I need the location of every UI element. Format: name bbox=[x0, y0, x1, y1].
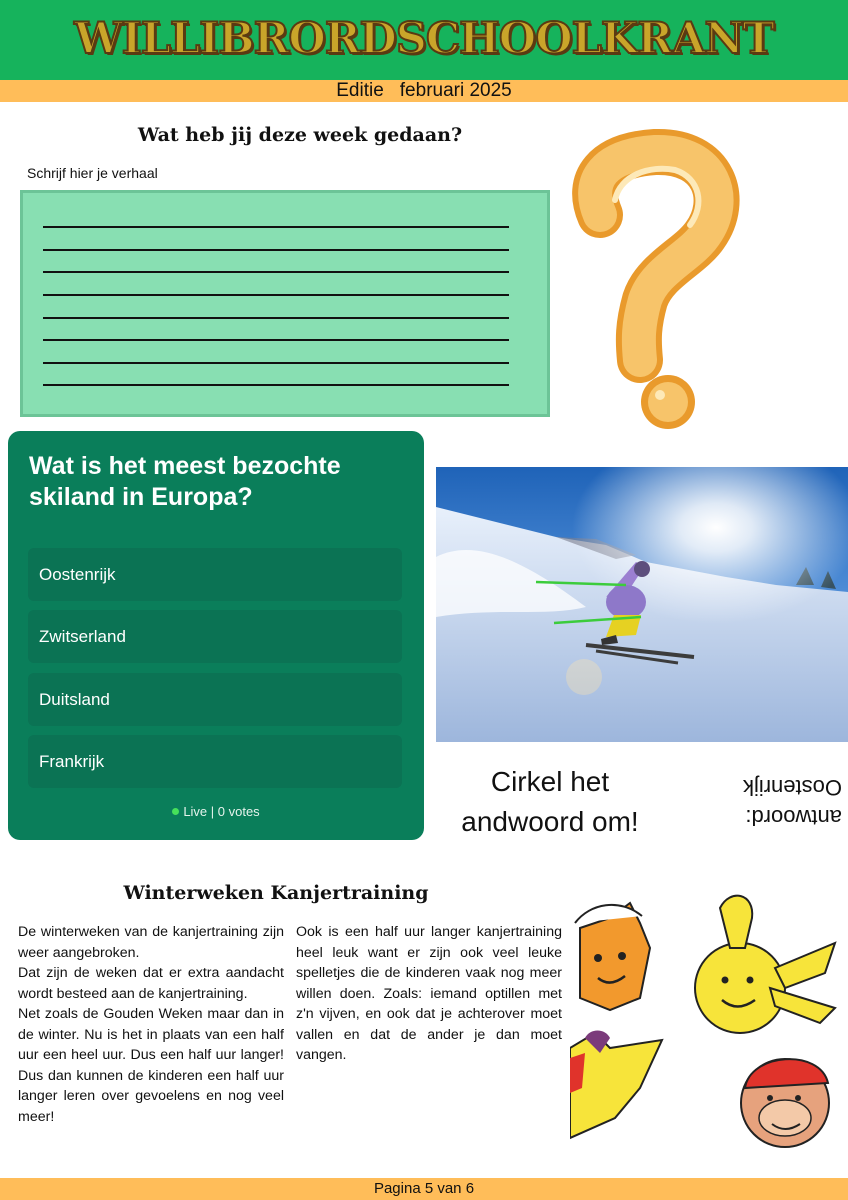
skier-photo bbox=[436, 467, 848, 742]
writing-line bbox=[43, 249, 509, 251]
writing-line bbox=[43, 362, 509, 364]
writing-line bbox=[43, 339, 509, 341]
poll-question: Wat is het meest bezochte skiland in Europa? bbox=[29, 452, 341, 511]
article-column-1 bbox=[18, 922, 284, 1127]
writing-box[interactable] bbox=[20, 190, 550, 417]
page-number: Pagina 5 van 6 bbox=[373, 1180, 475, 1197]
poll-card bbox=[8, 431, 424, 840]
footer-bar bbox=[0, 1178, 848, 1200]
poll-option-oostenrijk[interactable]: Oostenrijk bbox=[28, 548, 402, 601]
poll-option-duitsland[interactable]: Duitsland bbox=[28, 673, 402, 726]
writing-line bbox=[43, 317, 509, 319]
masthead bbox=[0, 0, 848, 80]
writing-line bbox=[43, 294, 509, 296]
writing-line bbox=[43, 226, 509, 228]
live-dot-icon bbox=[172, 808, 179, 815]
article-column-2 bbox=[296, 922, 562, 1066]
poll-option-zwitserland[interactable]: Zwitserland bbox=[28, 610, 402, 663]
article-paragraph: Net zoals de Gouden Weken maar dan in de winter. Nu is het in plaats van een half uur een heel uur. Dus een half uur langer! Dus dan kunnen de kinderen een half uur langer leren over gevoelens en nog veel meer! bbox=[18, 1006, 284, 1125]
writing-line bbox=[43, 271, 509, 273]
story-heading: Wat heb jij deze week gedaan? bbox=[137, 124, 463, 146]
newspaper-title: WILLIBRORDSCHOOLKRANT bbox=[74, 14, 774, 64]
article-paragraph: Ook is een half uur langer kanjertraining heel leuk want er zijn ook veel leuke spelletjes die de kinderen vaak nog meer willen doen. Zoals: iemand optillen met z'n vijven, en ook dat je achterover moet vallen en dat de ander je dan moet vangen. bbox=[296, 924, 562, 1063]
upside-down-answer: antwoord: Oostenrijk bbox=[742, 775, 842, 830]
question-mark-icon bbox=[560, 120, 760, 440]
poll-option-frankrijk[interactable]: Frankrijk bbox=[28, 735, 402, 788]
article-paragraph: Dat zijn de weken dat er extra aandacht wordt besteed aan de kanjertraining. bbox=[18, 965, 284, 1002]
article-paragraph: De winterweken van de kanjertraining zijn weer aangebroken. bbox=[18, 924, 284, 961]
article-heading: Winterweken Kanjertraining bbox=[123, 882, 429, 904]
kanjer-cartoons-image bbox=[570, 888, 848, 1160]
edition-info bbox=[0, 80, 848, 102]
story-prompt: Schrijf hier je verhaal bbox=[27, 165, 158, 181]
edition-bar bbox=[0, 80, 848, 102]
edition-date: februari 2025 bbox=[399, 80, 512, 101]
writing-line bbox=[43, 384, 509, 386]
poll-status-text: Live | 0 votes bbox=[183, 804, 260, 819]
edition-label: Editie bbox=[336, 80, 384, 101]
poll-status bbox=[8, 804, 424, 819]
circle-instruction: Cirkel het andwoord om! bbox=[461, 766, 639, 837]
